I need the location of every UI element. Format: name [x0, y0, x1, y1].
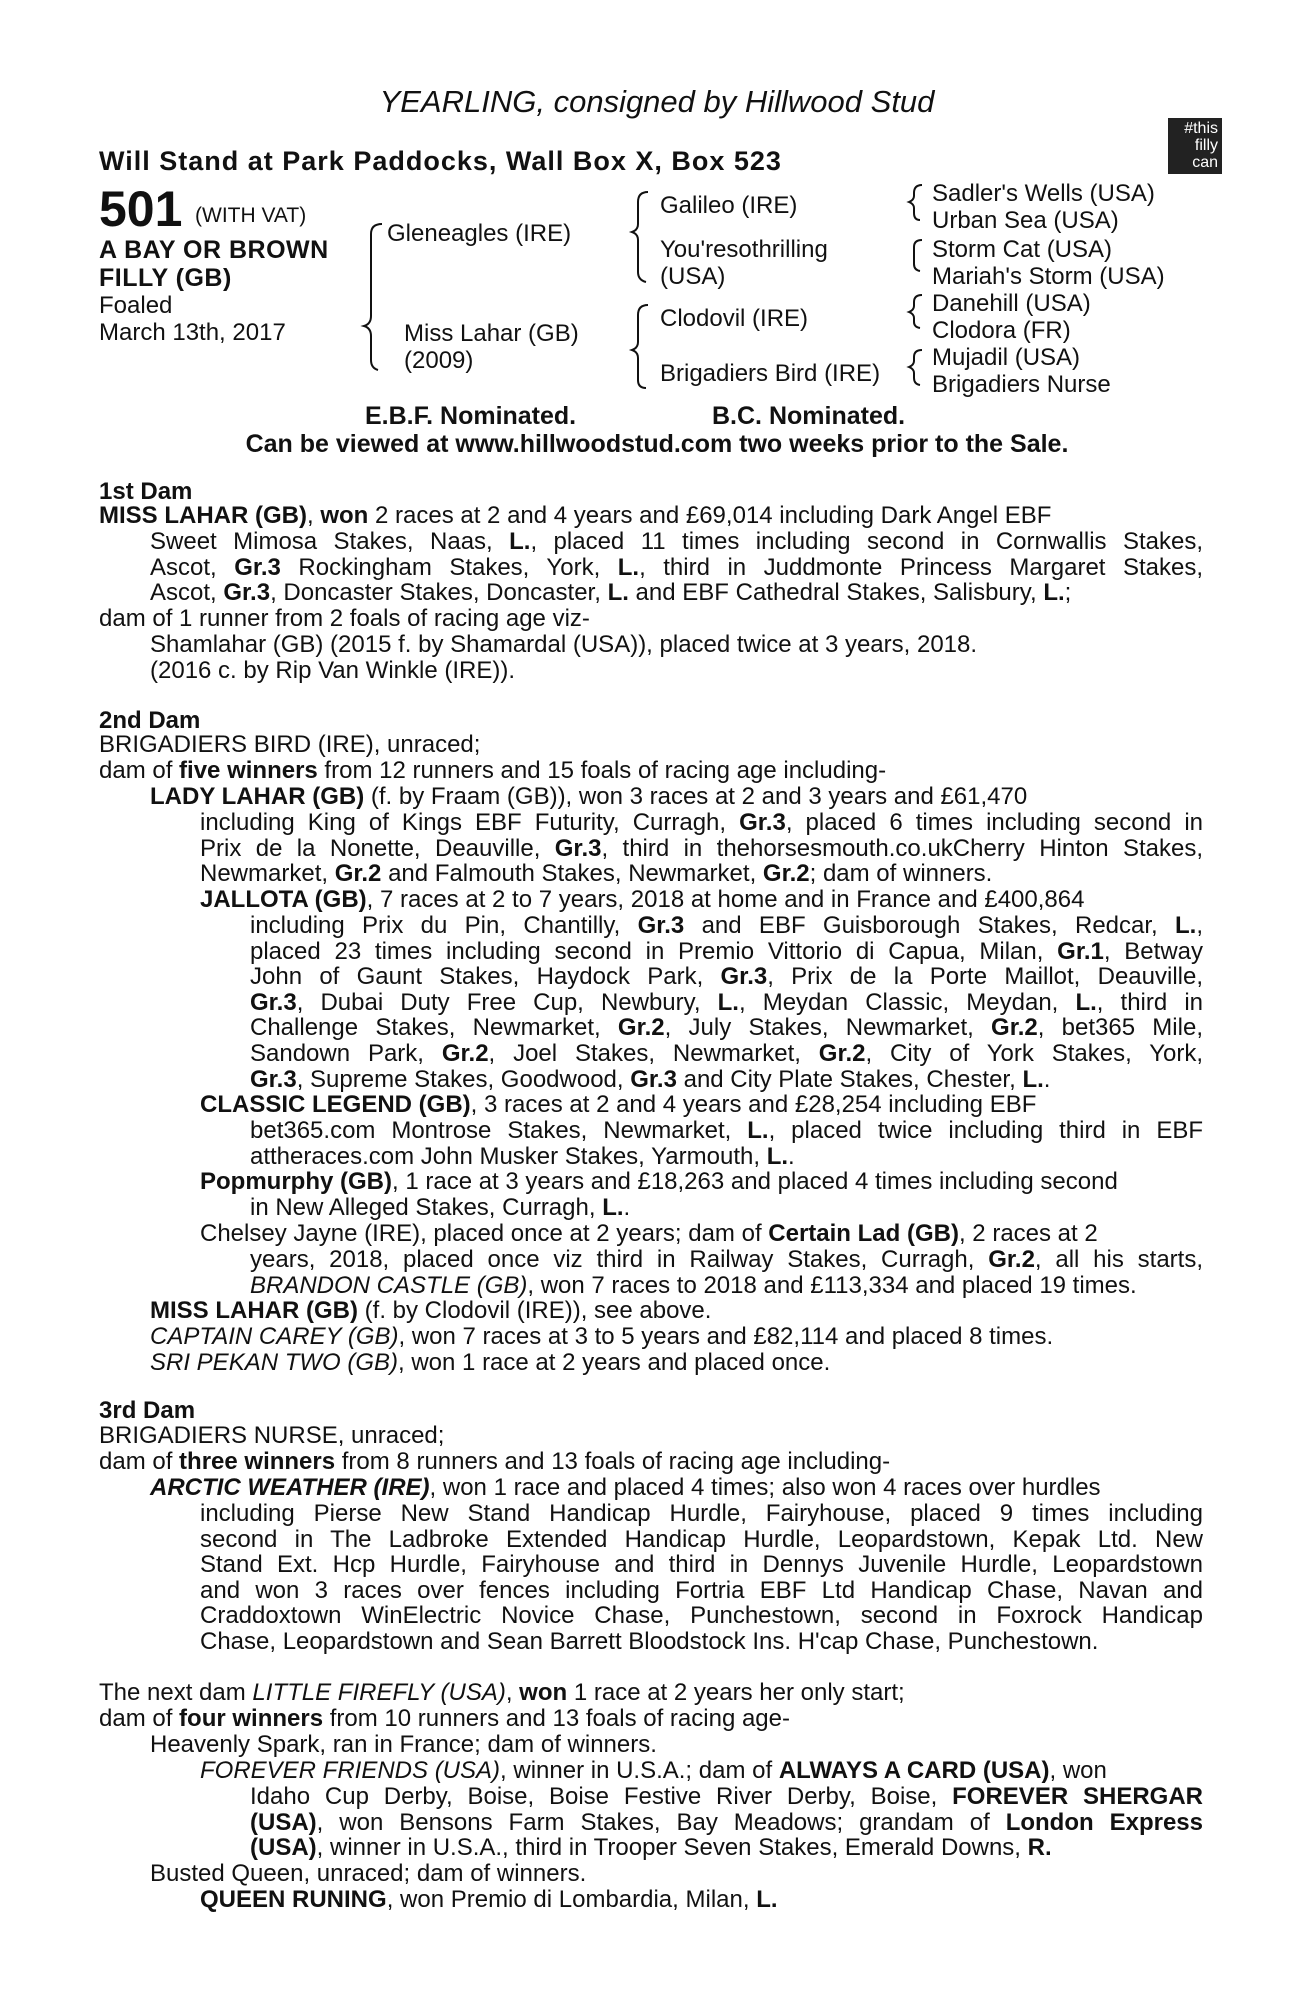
heavenly-spark-line: Heavenly Spark, ran in France; dam of winners. [150, 1731, 657, 1758]
arctic-weather-line: ARCTIC WEATHER (IRE), won 1 race and placed 4 times; also won 4 races over hurdles [150, 1474, 1101, 1501]
stand-location: Will Stand at Park Paddocks, Wall Box X, Box 523 [99, 146, 782, 176]
text-line: Sandown Park, Gr.2, Joel Stakes, Newmarket, Gr.2, City of York Stakes, York, [250, 1039, 1203, 1067]
pedigree-dsd: Clodora (FR) [932, 317, 1071, 344]
text-line: attheraces.com John Musker Stakes, Yarmouth, L.. [250, 1142, 795, 1170]
logo-line: #this [1184, 120, 1218, 137]
dam-name: MISS LAHAR (GB) [99, 502, 307, 529]
first-dam-foal: Shamlahar (GB) (2015 f. by Shamardal (USA)), placed twice at 3 years, 2018. [150, 631, 978, 658]
lot-number: 501 [99, 181, 183, 237]
classic-legend-line: CLASSIC LEGEND (GB), 3 races at 2 and 4 years and £28,254 including EBF [200, 1091, 1037, 1118]
captain-carey-line: CAPTAIN CAREY (GB), won 7 races at 3 to 5 years and £82,114 and placed 8 times. [150, 1323, 1054, 1350]
text-line: Challenge Stakes, Newmarket, Gr.2, July Stakes, Newmarket, Gr.2, bet365 Mile, [250, 1014, 1203, 1042]
text-line: including King of Kings EBF Futurity, Curragh, Gr.3, placed 6 times including second in [200, 809, 1204, 836]
pedigree-dam-dam: Brigadiers Bird (IRE) [660, 360, 881, 387]
first-dam-paragraph [99, 503, 1203, 529]
pedigree-sss: Sadler's Wells (USA) [932, 180, 1155, 207]
pedigree-sire-sire: Galileo (IRE) [660, 192, 798, 219]
lady-lahar-details [200, 810, 1203, 887]
third-dam-summary: dam of three winners from 8 runners and 13 foals of racing age including- [99, 1448, 891, 1475]
pedigree-dam [404, 320, 579, 374]
queen-runing-line: QUEEN RUNING, won Premio di Lombardia, Milan, L. [200, 1886, 778, 1913]
first-dam-heading: 1st Dam [99, 478, 193, 505]
classic-legend-details [250, 1118, 1203, 1169]
text-line: second in The Ladbroke Extended Handicap Hurdle, Leopardstown, Kepak Ltd. New [200, 1525, 1203, 1553]
arctic-weather-details [200, 1501, 1203, 1655]
text-line: including Pierse New Stand Handicap Hurdle, Fairyhouse, placed 9 times including [200, 1500, 1203, 1527]
text-line: bet365.com Montrose Stakes, Newmarket, L., placed twice including third in EBF [250, 1117, 1203, 1144]
text-line: John of Gaunt Stakes, Haydock Park, Gr.3, Prix de la Porte Maillot, Deauville, [250, 963, 1204, 991]
viewing-note: Can be viewed at www.hillwoodstud.com two weeks prior to the Sale. [245, 430, 1069, 458]
text-line: Gr.3, Dubai Duty Free Cup, Newbury, L., Meydan Classic, Meydan, L., third in [250, 988, 1204, 1016]
next-dam-summary: dam of four winners from 10 runners and 13 foals of racing age- [99, 1705, 790, 1732]
pedigree-sire: Gleneagles (IRE) [387, 220, 572, 247]
second-dam-heading: 2nd Dam [99, 707, 201, 734]
pedigree-dss: Danehill (USA) [932, 290, 1091, 317]
text-line: Ascot, Gr.3, Doncaster Stakes, Doncaster, L. and EBF Cathedral Stakes, Salisbury, L.; [150, 579, 1072, 607]
ebf-nomination: E.B.F. Nominated. [365, 402, 577, 430]
first-dam-races [150, 529, 1203, 606]
vat-note: (WITH VAT) [195, 204, 307, 227]
text-line: Craddoxtown WinElectric Novice Chase, Punchestown, second in Foxrock Handicap [200, 1602, 1203, 1630]
foaled-label: Foaled [99, 292, 173, 319]
text-line: BRANDON CASTLE (GB), won 7 races to 2018 and £113,334 and placed 19 times. [250, 1271, 1137, 1299]
chelsey-jayne-line: Chelsey Jayne (IRE), placed once at 2 years; dam of Certain Lad (GB), 2 races at 2 [200, 1220, 1098, 1247]
pedigree-dam-name: Miss Lahar (GB) [404, 320, 579, 347]
pedigree-sds: Storm Cat (USA) [932, 236, 1113, 263]
pedigree-sire-dam-origin: (USA) [660, 263, 726, 290]
busted-queen-line: Busted Queen, unraced; dam of winners. [150, 1860, 587, 1887]
text-line: Newmarket, Gr.2 and Falmouth Stakes, Newmarket, Gr.2; dam of winners. [200, 860, 993, 888]
first-dam-summary: dam of 1 runner from 2 foals of racing age viz- [99, 605, 590, 632]
pedigree-dam-sire: Clodovil (IRE) [660, 305, 809, 332]
logo-line: can [1192, 154, 1218, 171]
popmurphy-line: Popmurphy (GB), 1 race at 3 years and £18,263 and placed 4 times including second [200, 1168, 1118, 1195]
text-line: Gr.3, Supreme Stakes, Goodwood, Gr.3 and City Plate Stakes, Chester, L.. [250, 1065, 1051, 1093]
sri-pekan-two-line: SRI PEKAN TWO (GB), won 1 race at 2 years and placed once. [150, 1349, 831, 1376]
text-line: Prix de la Nonette, Deauville, Gr.3, third in thehorsesmouth.co.ukCherry Hinton Stakes, [200, 834, 1203, 862]
text-line: Sweet Mimosa Stakes, Naas, L., placed 11 times including second in Cornwallis Stakes, [150, 528, 1204, 555]
third-dam-heading: 3rd Dam [99, 1397, 196, 1424]
logo-line: filly [1194, 137, 1218, 154]
forever-friends-line: FOREVER FRIENDS (USA), winner in U.S.A.; dam of ALWAYS A CARD (USA), won [200, 1757, 1107, 1784]
text-line: placed 23 times including second in Premio Vittorio di Capua, Milan, Gr.1, Betway [250, 937, 1203, 965]
text-line: MISS LAHAR (GB), won 2 races at 2 and 4 years and £69,014 including Dark Angel EBF [99, 502, 1052, 529]
pedigree-sire-dam-name: You'resothrilling [660, 236, 828, 263]
text-line: Idaho Cup Derby, Boise, Boise Festive River Derby, Boise, FOREVER SHERGAR [250, 1783, 1203, 1810]
text-line: Ascot, Gr.3 Rockingham Stakes, York, L., third in Juddmonte Princess Margaret Stakes, [150, 553, 1204, 581]
popmurphy-details: in New Alleged Stakes, Curragh, L.. [250, 1194, 631, 1221]
consignor-header: YEARLING, consigned by Hillwood Stud [379, 84, 935, 119]
text-line: including Prix du Pin, Chantilly, Gr.3 and EBF Guisborough Stakes, Redcar, L., [250, 912, 1204, 939]
third-dam-name: BRIGADIERS NURSE, unraced; [99, 1422, 445, 1449]
text-line: and won 3 races over fences including Fortria EBF Ltd Handicap Chase, Navan and [200, 1576, 1203, 1604]
text-line: (USA), won Bensons Farm Stakes, Bay Meadows; grandam of London Express [250, 1808, 1203, 1836]
jallota-details [250, 913, 1203, 1092]
pedigree-sire-dam [660, 236, 828, 290]
text-line: Chase, Leopardstown and Sean Barrett Bloodstock Ins. H'cap Chase, Punchestown. [200, 1627, 1099, 1655]
second-dam-name: BRIGADIERS BIRD (IRE), unraced; [99, 731, 481, 758]
text-line: Stand Ext. Hcp Hurdle, Fairyhouse and third in Dennys Juvenile Hurdle, Leopardstown [200, 1551, 1203, 1579]
first-dam-foal: (2016 c. by Rip Van Winkle (IRE)). [150, 657, 516, 684]
pedigree-dds: Mujadil (USA) [932, 344, 1081, 371]
text-line: years, 2018, placed once viz third in Railway Stakes, Curragh, Gr.2, all his starts, [250, 1246, 1203, 1273]
second-dam-summary: dam of five winners from 12 runners and 15 foals of racing age including- [99, 757, 887, 784]
horse-line: A BAY OR BROWN [99, 236, 329, 264]
pedigree-ddd: Brigadiers Nurse [932, 371, 1111, 398]
lady-lahar-line: LADY LAHAR (GB) (f. by Fraam (GB)), won 3 races at 2 and 3 years and £61,470 [150, 783, 1028, 810]
next-dam-line: The next dam LITTLE FIREFLY (USA), won 1 race at 2 years her only start; [99, 1679, 905, 1706]
pedigree-ssd: Urban Sea (USA) [932, 207, 1119, 234]
pedigree-dam-year: (2009) [404, 347, 474, 374]
horse-line: FILLY (GB) [99, 264, 232, 292]
pedigree-sdd: Mariah's Storm (USA) [932, 263, 1165, 290]
forever-friends-details [250, 1784, 1203, 1861]
jallota-line: JALLOTA (GB), 7 races at 2 to 7 years, 2018 at home and in France and £400,864 [200, 886, 1085, 913]
miss-lahar-line: MISS LAHAR (GB) (f. by Clodovil (IRE)), see above. [150, 1297, 712, 1324]
bc-nomination: B.C. Nominated. [712, 402, 906, 430]
foaled-date: March 13th, 2017 [99, 319, 286, 346]
text-line: (USA), winner in U.S.A., third in Trooper Seven Stakes, Emerald Downs, R. [250, 1834, 1052, 1862]
chelsey-jayne-details [250, 1247, 1203, 1298]
